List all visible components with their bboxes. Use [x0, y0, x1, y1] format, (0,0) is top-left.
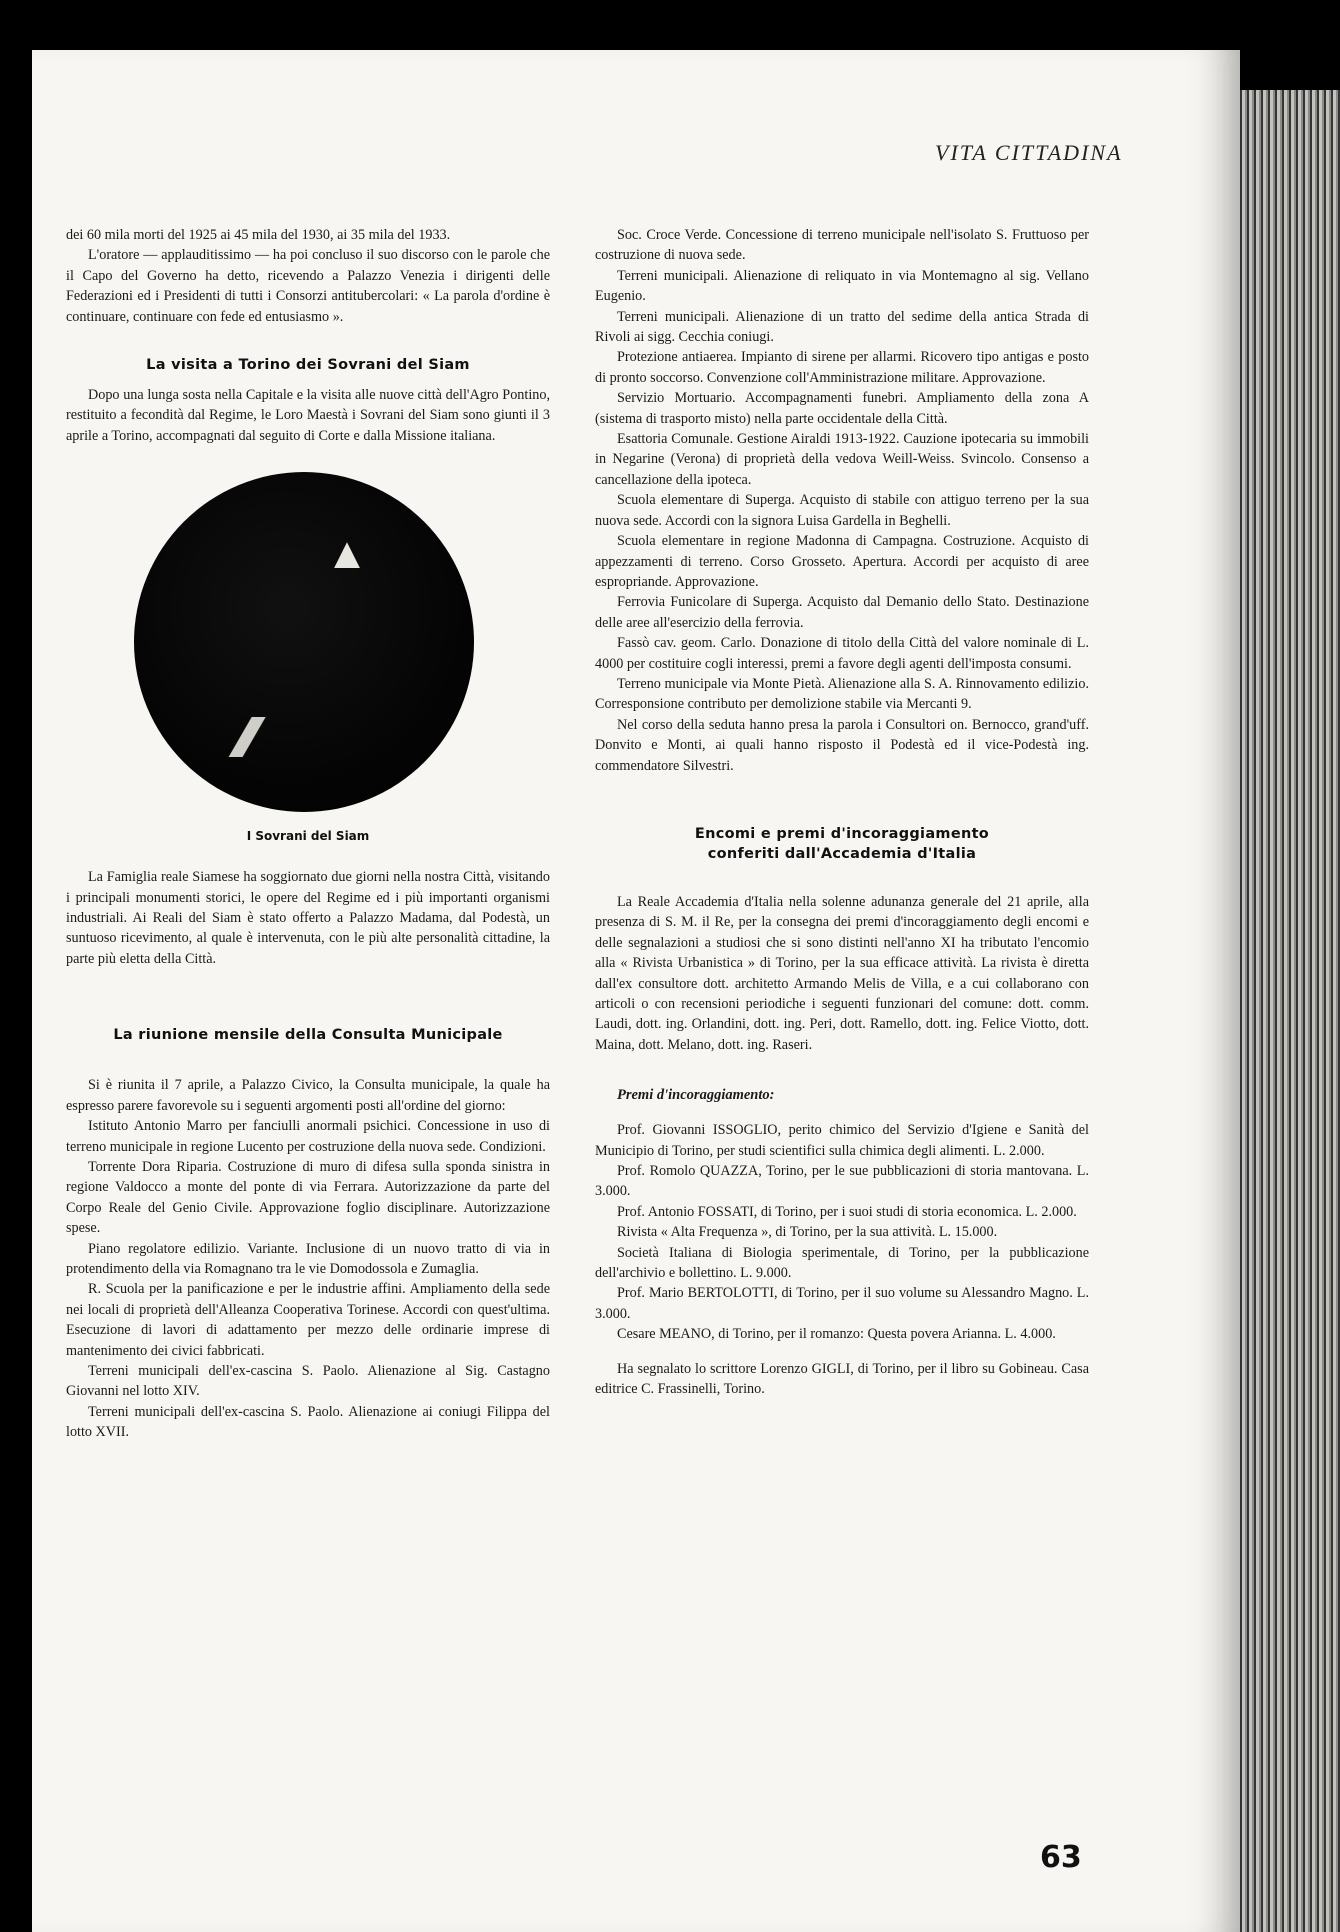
premio-item: Prof. Antonio FOSSATI, di Torino, per i suoi studi di storia economica. L. 2.000. [617, 1203, 1077, 1220]
consulta-item: Scuola elementare in regione Madonna di Campagna. Costruzione. Acquisto di appezzamenti di terreno. Corso Grosseto. Apertura. Accordi per acquisto di aree espropriande. Approvazione. [595, 533, 1089, 590]
encomi-paragraph: La Reale Accademia d'Italia nella solenne adunanza generale del 21 aprile, alla presenza di S. M. il Re, per la consegna dei premi d'incoraggiamento degli encomi e delle segnalazioni a studiosi che si sono distinti nell'anno XI ha tributato l'encomio alla « Rivista Urbanistica » di Torino, per la sua efficace attività. La rivista è diretta dall'ex consultore dott. architetto Armando Melis de Villa, e a cui collaborano con articoli o con recensioni periodiche i seguenti funzionari del comune: dott. comm. Laudi, dott. ing. Orlandini, dott. ing. Peri, dott. Ramello, dott. ing. Felice Viotto, dott. Maina, dott. Melano, dott. ing. Raseri. [595, 893, 1089, 1053]
page-edges [1240, 90, 1340, 1932]
premio-item: Società Italiana di Biologia sperimentale, di Torino, per la pubblicazione dell'archivio e bollettino. L. 9.000. [595, 1244, 1089, 1282]
consulta-item: Esattoria Comunale. Gestione Airaldi 1913-1922. Cauzione ipotecaria su immobili in Negarine (Verona) di proprietà della vedova Weill-Weiss. Svincolo. Consenso a cancellazione della ipoteca. [595, 431, 1089, 488]
consulta-item: Terreno municipale via Monte Pietà. Alienazione alla S. A. Rinnovamento edilizio. Corresponsione contributo per demolizione stabile via Mercanti 9. [595, 675, 1089, 713]
consulta-item: Terreni municipali. Alienazione di un tratto del sedime della antica Strada di Rivoli ai sigg. Cecchia coniugi. [595, 308, 1089, 346]
consulta-item: Soc. Croce Verde. Concessione di terreno municipale nell'isolato S. Fruttuoso per costruzione di nuova sede. [595, 227, 1089, 264]
running-head: VITA CITTADINA [935, 140, 1123, 165]
premi-heading: Premi d'incoraggiamento: [617, 1087, 775, 1104]
photo-area [66, 472, 550, 817]
intro-paragraph-1: dei 60 mila morti del 1925 ai 45 mila del 1930, ai 35 mila del 1933. [66, 227, 451, 243]
photo-caption: I Sovrani del Siam [246, 829, 370, 844]
consulta-paragraph: R. Scuola per la panificazione e per le industrie affini. Ampliamento della sede nei locali di proprietà dell'Alleanza Cooperativa Torinese. Accordi con quest'ultima. Esecuzione di lavori di adattamento per mezzo delle ordinarie imprese di mantenimento dei civici fabbricati. [66, 1281, 550, 1359]
photo-highlight [334, 542, 360, 568]
left-column [66, 225, 550, 1443]
premio-item: Cesare MEANO, di Torino, per il romanzo: Questa povera Arianna. L. 4.000. [617, 1326, 1056, 1343]
premio-item: Prof. Romolo QUAZZA, Torino, per le sue pubblicazioni di storia mantovana. L. 3.000. [595, 1163, 1089, 1200]
consulta-paragraph: Piano regolatore edilizio. Variante. Inclusione di un nuovo tratto di via in protendimento della via Romagnano tra le vie Domodossola e Zumaglia. [66, 1240, 550, 1277]
consulta-paragraph: Istituto Antonio Marro per fanciulli anormali psichici. Concessione in uso di terreno municipale in regione Lucento per costruzione della nuova sede. Condizioni. [66, 1118, 550, 1155]
intro-paragraph-2: L'oratore — applauditissimo — ha poi concluso il suo discorso con le parole che il Capo del Governo ha detto, ricevendo a Palazzo Venezia i dirigenti delle Federazioni ed i Presidenti di tutti i Consorzi antitubercolari: « La parola d'ordine è continuare, continuare con fede ed entusiasmo ». [66, 247, 550, 325]
consulta-item: Ferrovia Funicolare di Superga. Acquisto dal Demanio dello Stato. Destinazione delle aree all'esercizio della ferrovia. [595, 594, 1089, 631]
consulta-item: Fassò cav. geom. Carlo. Donazione di titolo della Città del valore nominale di L. 4000 per costituire cogli interessi, premi a favore degli agenti dell'imposta consumi. [595, 635, 1089, 672]
right-column [595, 225, 1089, 1400]
encomi-title-line-1: Encomi e premi d'incoraggiamento [694, 825, 990, 842]
photo-highlight [214, 717, 284, 757]
consulta-title: La riunione mensile della Consulta Municipale [113, 1027, 503, 1044]
consulta-item: Servizio Mortuario. Accompagnamenti funebri. Ampliamento della zona A (sistema di trasporto misto) nella parte occidentale della Città. [595, 390, 1089, 427]
consulta-paragraph: Torrente Dora Riparia. Costruzione di muro di difesa sulla sponda sinistra in regione Valdocco a monte del ponte di via Ferrara. Autorizzazione da parte del Corpo Reale del Genio Civile. Approvazione foglio disciplinare. Autorizzazione spese. [66, 1158, 550, 1237]
consulta-item: Nel corso della seduta hanno presa la parola i Consultori on. Bernocco, grand'uff. Donvito e Monti, ai quali hanno risposto il Podestà ed il vice-Podestà ing. commendatore Silvestri. [595, 716, 1089, 774]
siam-paragraph: Dopo una lunga sosta nella Capitale e la visita alle nuove città dell'Agro Pontino, restituito a fecondità dal Regime, le Loro Maestà i Sovrani del Siam sono giunti il 3 aprile a Torino, accompagnati dal seguito di Corte e dalla Missione italiana. [66, 387, 550, 444]
consulta-item: Scuola elementare di Superga. Acquisto di stabile con attiguo terreno per la sua nuova sede. Accordi con la signora Luisa Gardella in Beghelli. [595, 492, 1089, 529]
premio-item: Prof. Mario BERTOLOTTI, di Torino, per il suo volume su Alessandro Magno. L. 3.000. [595, 1285, 1089, 1322]
segnalazione-paragraph: Ha segnalato lo scrittore Lorenzo GIGLI, di Torino, per il libro su Gobineau. Casa editrice C. Frassinelli, Torino. [595, 1360, 1089, 1398]
premio-item: Rivista « Alta Frequenza », di Torino, per la sua attività. L. 15.000. [617, 1224, 998, 1241]
consulta-item: Protezione antiaerea. Impianto di sirene per allarmi. Ricovero tipo antigas e posto di pronto soccorso. Convenzione coll'Amministrazione militare. Approvazione. [595, 349, 1089, 386]
sovereigns-photo [134, 472, 474, 812]
siam-paragraph-2: La Famiglia reale Siamese ha soggiornato due giorni nella nostra Città, visitando i principali monumenti storici, le opere del Regime ed i più importanti organismi industriali. Ai Reali del Siam è stato offerto a Palazzo Madama, dal Podestà, un suntuoso ricevimento, al quale è intervenuta, con le più alte personalità cittadine, la parte più eletta della Città. [66, 869, 550, 967]
page-number: 63 [1040, 1840, 1082, 1875]
consulta-item: Terreni municipali. Alienazione di reliquato in via Montemagno al sig. Vellano Eugenio. [595, 267, 1089, 305]
siam-title: La visita a Torino dei Sovrani del Siam [146, 357, 470, 374]
encomi-title-line-2: conferiti dall'Accademia d'Italia [707, 845, 977, 862]
consulta-paragraph: Terreni municipali dell'ex-cascina S. Paolo. Alienazione ai coniugi Filippa del lotto XVII. [66, 1403, 550, 1441]
consulta-paragraph: Si è riunita il 7 aprile, a Palazzo Civico, la Consulta municipale, la quale ha espresso parere favorevole su i seguenti argomenti posti all'ordine del giorno: [66, 1077, 550, 1114]
premio-item: Prof. Giovanni ISSOGLIO, perito chimico del Servizio d'Igiene e Sanità del Municipio di Torino, per studi scientifici sulla chimica degli alimenti. L. 2.000. [595, 1122, 1089, 1159]
consulta-paragraph: Terreni municipali dell'ex-cascina S. Paolo. Alienazione al Sig. Castagno Giovanni nel lotto XIV. [66, 1362, 550, 1400]
